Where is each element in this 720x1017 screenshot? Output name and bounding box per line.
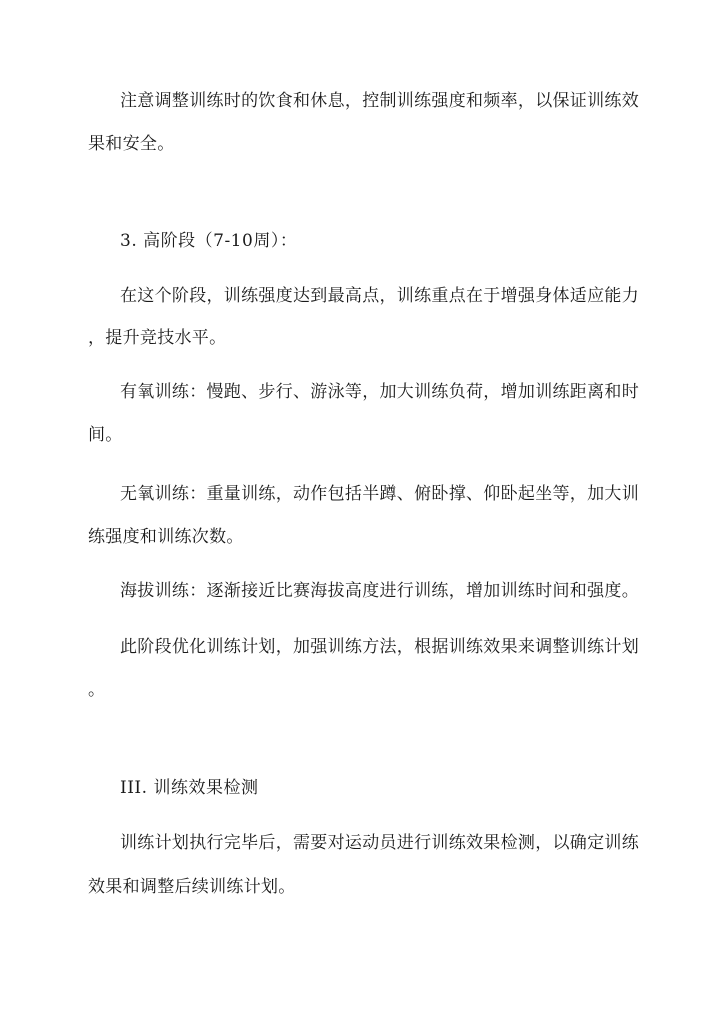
paragraph-stage-3-intro-line-2: ，提升竞技水平。: [88, 328, 227, 348]
paragraph-diet-rest-line-1: 注意调整训练时的饮食和休息，控制训练强度和频率，以保证训练效: [120, 91, 639, 111]
paragraph-aerobic-line-2: 间。: [88, 425, 123, 445]
paragraph-altitude-line-1: 海拔训练：逐渐接近比赛海拔高度进行训练，增加训练时间和强度。: [120, 581, 639, 601]
paragraph-stage-3-intro-line-1: 在这个阶段，训练强度达到最高点，训练重点在于增强身体适应能力: [120, 286, 639, 306]
paragraph-detection-line-2: 效果和调整后续训练计划。: [88, 877, 296, 897]
paragraph-diet-rest-line-2: 果和安全。: [88, 134, 175, 154]
section-heading-training-effect-detection: III. 训练效果检测: [120, 778, 259, 798]
section-heading-stage-3: 3. 高阶段（7-10周）：: [120, 231, 298, 251]
paragraph-anaerobic-line-1: 无氧训练：重量训练，动作包括半蹲、俯卧撑、仰卧起坐等，加大训: [120, 484, 639, 504]
paragraph-aerobic-line-1: 有氧训练：慢跑、步行、游泳等，加大训练负荷，增加训练距离和时: [120, 382, 639, 402]
paragraph-detection-line-1: 训练计划执行完毕后，需要对运动员进行训练效果检测，以确定训练: [120, 833, 639, 853]
paragraph-optimize-line-2: 。: [88, 680, 106, 700]
paragraph-anaerobic-line-2: 练强度和训练次数。: [88, 527, 244, 547]
paragraph-optimize-line-1: 此阶段优化训练计划，加强训练方法，根据训练效果来调整训练计划: [120, 637, 639, 657]
